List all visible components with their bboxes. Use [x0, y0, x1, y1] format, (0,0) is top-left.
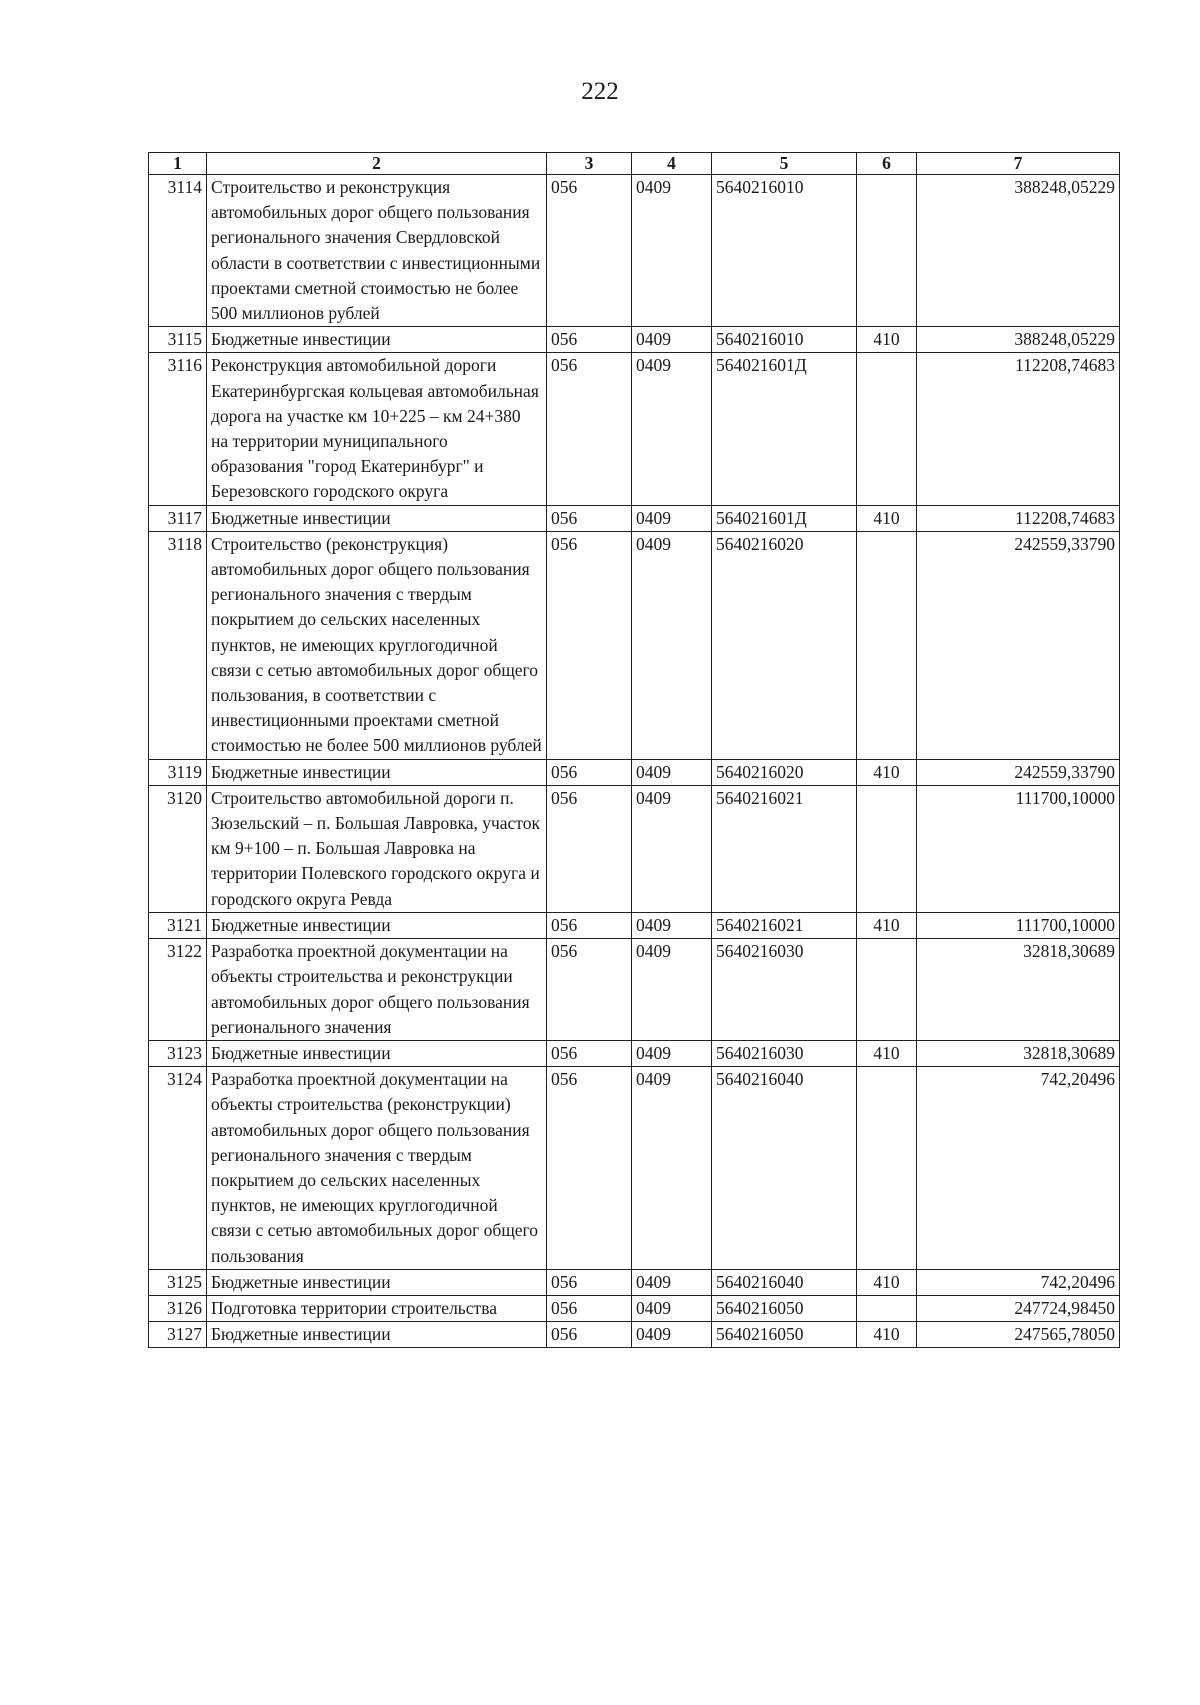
row-target-code: 5640216021 — [712, 785, 857, 912]
row-name: Бюджетные инвестиции — [207, 1269, 547, 1295]
row-number: 3114 — [149, 175, 207, 327]
row-admin-code: 056 — [547, 785, 632, 912]
row-name: Строительство автомобильной дороги п. Зюзельский – п. Большая Лавровка, участок км 9+100 – п. Большая Лавровка на территории Полевского городского округа и городского округа Ревда — [207, 785, 547, 912]
row-amount: 112208,74683 — [917, 505, 1120, 531]
row-target-code: 5640216030 — [712, 1040, 857, 1066]
row-target-code: 5640216020 — [712, 531, 857, 759]
row-section-code: 0409 — [632, 353, 712, 505]
row-target-code: 5640216010 — [712, 175, 857, 327]
row-number: 3122 — [149, 939, 207, 1041]
row-admin-code: 056 — [547, 1269, 632, 1295]
row-name: Бюджетные инвестиции — [207, 505, 547, 531]
row-expense-type: 410 — [857, 912, 917, 938]
header-col-2: 2 — [207, 153, 547, 175]
row-target-code: 5640216021 — [712, 912, 857, 938]
row-amount: 742,20496 — [917, 1067, 1120, 1270]
row-amount: 111700,10000 — [917, 912, 1120, 938]
row-section-code: 0409 — [632, 505, 712, 531]
row-number: 3115 — [149, 327, 207, 353]
row-admin-code: 056 — [547, 1040, 632, 1066]
row-name: Реконструкция автомобильной дороги Екатеринбургская кольцевая автомобильная дорога на участке км 10+225 – км 24+380 на территории муниципального образования "город Екатеринбург" и Березовского городского округа — [207, 353, 547, 505]
budget-table — [148, 152, 1120, 1348]
row-amount: 111700,10000 — [917, 785, 1120, 912]
row-admin-code: 056 — [547, 759, 632, 785]
row-admin-code: 056 — [547, 1067, 632, 1270]
row-admin-code: 056 — [547, 531, 632, 759]
row-name: Бюджетные инвестиции — [207, 327, 547, 353]
table-row — [149, 1067, 1120, 1270]
table-header-row — [149, 153, 1120, 175]
header-col-6: 6 — [857, 153, 917, 175]
row-name: Бюджетные инвестиции — [207, 1322, 547, 1348]
row-target-code: 5640216020 — [712, 759, 857, 785]
row-target-code: 5640216050 — [712, 1322, 857, 1348]
row-amount: 247724,98450 — [917, 1295, 1120, 1321]
table-row — [149, 1322, 1120, 1348]
row-amount: 112208,74683 — [917, 353, 1120, 505]
row-section-code: 0409 — [632, 1067, 712, 1270]
row-section-code: 0409 — [632, 1040, 712, 1066]
row-target-code: 564021601Д — [712, 505, 857, 531]
row-number: 3117 — [149, 505, 207, 531]
row-section-code: 0409 — [632, 939, 712, 1041]
table-row — [149, 939, 1120, 1041]
row-expense-type: 410 — [857, 759, 917, 785]
row-amount: 742,20496 — [917, 1269, 1120, 1295]
header-col-7: 7 — [917, 153, 1120, 175]
row-target-code: 5640216040 — [712, 1269, 857, 1295]
row-name: Бюджетные инвестиции — [207, 912, 547, 938]
row-number: 3119 — [149, 759, 207, 785]
row-amount: 32818,30689 — [917, 939, 1120, 1041]
row-admin-code: 056 — [547, 939, 632, 1041]
row-name: Строительство (реконструкция) автомобильных дорог общего пользования регионального значения с твердым покрытием до сельских населенных пунктов, не имеющих круглогодичной связи с сетью автомобильных дорог общего пользования, в соответствии с инвестиционными проектами сметной стоимостью не более 500 миллионов рублей — [207, 531, 547, 759]
row-section-code: 0409 — [632, 759, 712, 785]
row-number: 3116 — [149, 353, 207, 505]
table-row — [149, 327, 1120, 353]
row-amount: 242559,33790 — [917, 531, 1120, 759]
table-row — [149, 353, 1120, 505]
row-number: 3123 — [149, 1040, 207, 1066]
row-number: 3126 — [149, 1295, 207, 1321]
row-expense-type: 410 — [857, 1322, 917, 1348]
row-admin-code: 056 — [547, 353, 632, 505]
row-number: 3125 — [149, 1269, 207, 1295]
header-col-5: 5 — [712, 153, 857, 175]
row-target-code: 5640216040 — [712, 1067, 857, 1270]
row-admin-code: 056 — [547, 1322, 632, 1348]
row-name: Разработка проектной документации на объекты строительства и реконструкции автомобильных дорог общего пользования регионального значения — [207, 939, 547, 1041]
row-name: Бюджетные инвестиции — [207, 1040, 547, 1066]
row-section-code: 0409 — [632, 531, 712, 759]
row-amount: 388248,05229 — [917, 327, 1120, 353]
header-col-1: 1 — [149, 153, 207, 175]
row-expense-type — [857, 939, 917, 1041]
row-expense-type — [857, 1295, 917, 1321]
row-number: 3127 — [149, 1322, 207, 1348]
row-number: 3118 — [149, 531, 207, 759]
row-expense-type — [857, 531, 917, 759]
page-number: 222 — [581, 78, 619, 105]
table-row — [149, 1040, 1120, 1066]
table-row — [149, 1295, 1120, 1321]
row-expense-type — [857, 175, 917, 327]
table-row — [149, 785, 1120, 912]
row-expense-type: 410 — [857, 505, 917, 531]
row-admin-code: 056 — [547, 1295, 632, 1321]
row-expense-type: 410 — [857, 327, 917, 353]
header-col-4: 4 — [632, 153, 712, 175]
row-admin-code: 056 — [547, 327, 632, 353]
row-target-code: 564021601Д — [712, 353, 857, 505]
row-admin-code: 056 — [547, 175, 632, 327]
row-section-code: 0409 — [632, 912, 712, 938]
table-row — [149, 759, 1120, 785]
row-number: 3120 — [149, 785, 207, 912]
row-section-code: 0409 — [632, 1322, 712, 1348]
row-expense-type — [857, 1067, 917, 1270]
row-admin-code: 056 — [547, 505, 632, 531]
table-row — [149, 175, 1120, 327]
row-target-code: 5640216030 — [712, 939, 857, 1041]
header-col-3: 3 — [547, 153, 632, 175]
row-name: Бюджетные инвестиции — [207, 759, 547, 785]
row-amount: 388248,05229 — [917, 175, 1120, 327]
row-expense-type: 410 — [857, 1269, 917, 1295]
row-section-code: 0409 — [632, 1269, 712, 1295]
row-expense-type — [857, 353, 917, 505]
table-row — [149, 1269, 1120, 1295]
table-row — [149, 531, 1120, 759]
row-amount: 242559,33790 — [917, 759, 1120, 785]
row-name: Разработка проектной документации на объекты строительства (реконструкции) автомобильных дорог общего пользования регионального значения с твердым покрытием до сельских населенных пунктов, не имеющих круглогодичной связи с сетью автомобильных дорог общего пользования — [207, 1067, 547, 1270]
row-section-code: 0409 — [632, 1295, 712, 1321]
row-amount: 247565,78050 — [917, 1322, 1120, 1348]
table-row — [149, 912, 1120, 938]
row-admin-code: 056 — [547, 912, 632, 938]
row-number: 3121 — [149, 912, 207, 938]
row-name: Строительство и реконструкция автомобильных дорог общего пользования регионального значения Свердловской области в соответствии с инвестиционными проектами сметной стоимостью не более 500 миллионов рублей — [207, 175, 547, 327]
row-expense-type: 410 — [857, 1040, 917, 1066]
row-amount: 32818,30689 — [917, 1040, 1120, 1066]
row-name: Подготовка территории строительства — [207, 1295, 547, 1321]
row-expense-type — [857, 785, 917, 912]
row-section-code: 0409 — [632, 175, 712, 327]
row-target-code: 5640216010 — [712, 327, 857, 353]
table-row — [149, 505, 1120, 531]
row-target-code: 5640216050 — [712, 1295, 857, 1321]
row-number: 3124 — [149, 1067, 207, 1270]
row-section-code: 0409 — [632, 785, 712, 912]
row-section-code: 0409 — [632, 327, 712, 353]
